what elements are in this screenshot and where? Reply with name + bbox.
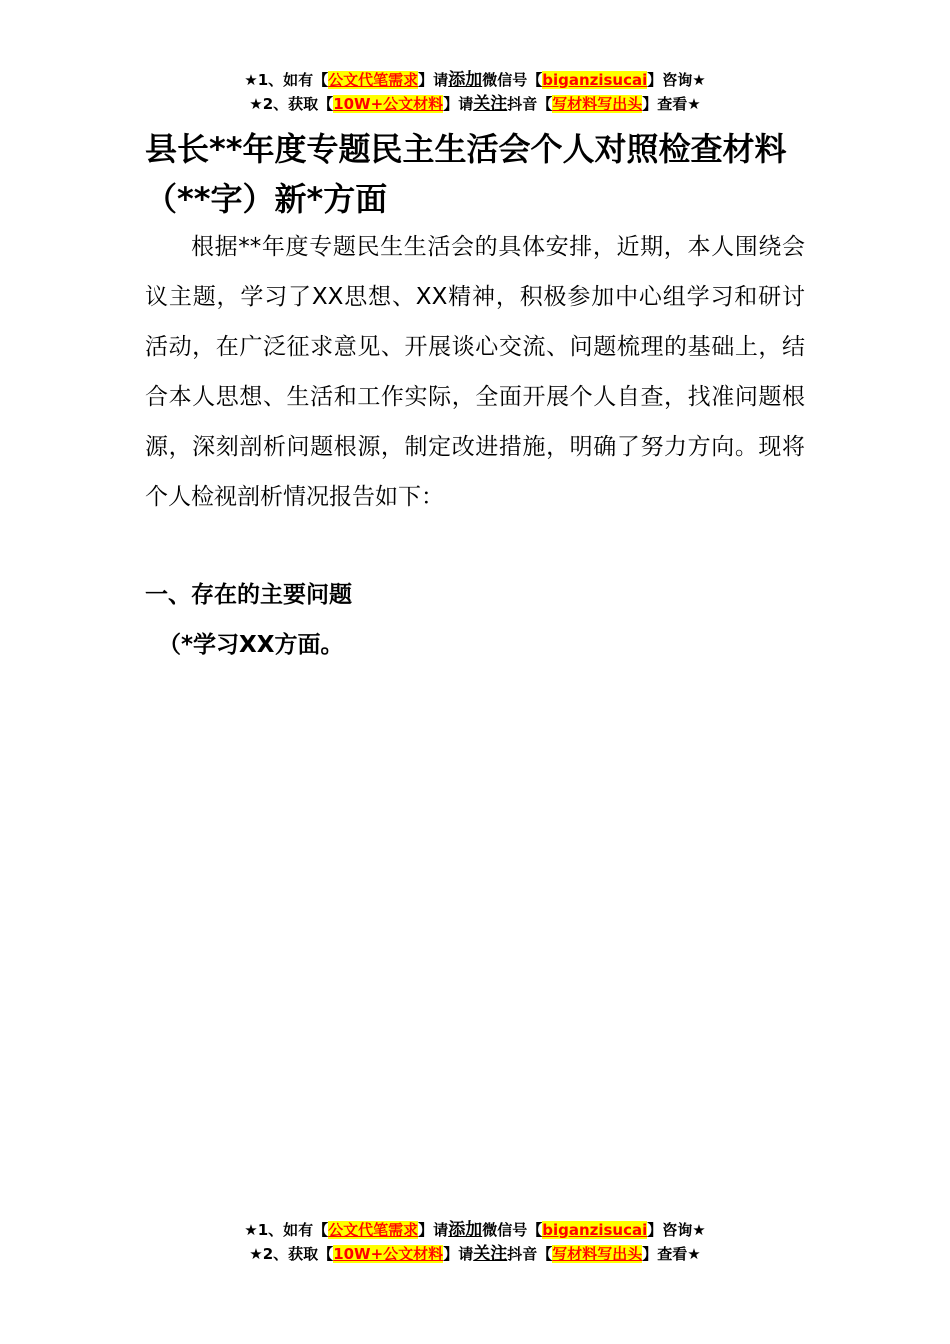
banner-line-2 xyxy=(0,92,950,116)
banner-highlight: 写材料写出头 xyxy=(552,95,643,113)
banner-text: 】请 xyxy=(443,95,474,113)
banner-text: ★1、如有【 xyxy=(244,71,329,89)
banner-text: ★1、如有【 xyxy=(244,1221,329,1239)
banner-text: ★2、获取【 xyxy=(249,95,334,113)
banner-emphasis: 添加 xyxy=(448,70,483,90)
header-banner xyxy=(0,68,950,116)
banner-text: 微信号【 xyxy=(482,1221,543,1239)
banner-line-2 xyxy=(0,1242,950,1266)
banner-text: 】请 xyxy=(418,71,449,89)
banner-text: 微信号【 xyxy=(482,71,543,89)
footer-banner xyxy=(0,1218,950,1266)
banner-text: 】请 xyxy=(418,1221,449,1239)
banner-text: 】请 xyxy=(443,1245,474,1263)
banner-highlight: 公文代笔需求 xyxy=(328,1221,419,1239)
section-heading: 一、存在的主要问题 xyxy=(145,582,352,608)
banner-text: 】查看★ xyxy=(642,1245,701,1263)
banner-emphasis: 添加 xyxy=(448,1220,483,1240)
banner-highlight: 10W+公文材料 xyxy=(333,95,444,113)
banner-highlight: 写材料写出头 xyxy=(552,1245,643,1263)
banner-highlight: biganzisucai xyxy=(542,1221,648,1239)
banner-text: 】咨询★ xyxy=(647,71,706,89)
banner-text: 】查看★ xyxy=(642,95,701,113)
banner-emphasis: 关注 xyxy=(473,1244,508,1264)
banner-line-1 xyxy=(0,68,950,92)
banner-text: ★2、获取【 xyxy=(249,1245,334,1263)
subsection-heading: （*学习XX方面。 xyxy=(158,632,344,658)
banner-text: 】咨询★ xyxy=(647,1221,706,1239)
body-paragraph: 根据**年度专题民生生活会的具体安排，近期，本人围绕会议主题，学习了XX思想、XX精神，积极参加中心组学习和研讨活动，在广泛征求意见、开展谈心交流、问题梳理的基础上，结合本人思想、生活和工作实际，全面开展个人自查，找准问题根源，深刻剖析问题根源，制定改进措施，明确了努力方向。现将个人检视剖析情况报告如下： xyxy=(145,234,805,510)
document-title: 县长**年度专题民主生活会个人对照检查材料（**字）新*方面 xyxy=(145,130,787,218)
banner-emphasis: 关注 xyxy=(473,94,508,114)
banner-text: 抖音【 xyxy=(507,1245,553,1263)
banner-highlight: 公文代笔需求 xyxy=(328,71,419,89)
banner-highlight: 10W+公文材料 xyxy=(333,1245,444,1263)
banner-line-1 xyxy=(0,1218,950,1242)
banner-text: 抖音【 xyxy=(507,95,553,113)
banner-highlight: biganzisucai xyxy=(542,71,648,89)
